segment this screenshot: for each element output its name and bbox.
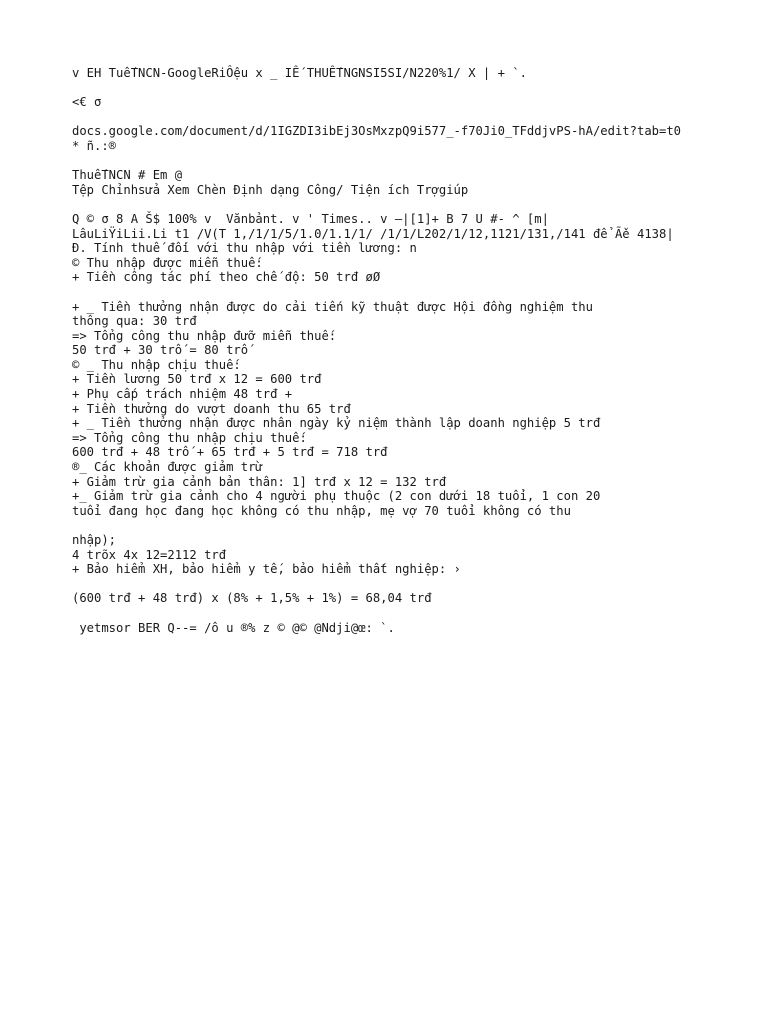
- spacer: [72, 197, 732, 212]
- doc-line: + _ Tiền thưởng nhận được nhân ngày kỷ niệm thành lập doanh nghiệp 5 trđ: [72, 416, 601, 431]
- spacer: [72, 606, 732, 621]
- doc-line: + Bảo hiểm XH, bảo hiểm y tế, bảo hiểm thất nghiệp: ›: [72, 562, 461, 577]
- doc-line: + Giảm trừ gia cảnh bản thân: 1] trđ x 12 = 132 trđ: [72, 474, 447, 489]
- doc-line: © _ Thu nhập chịu thuế:: [72, 357, 241, 372]
- doc-line: + Tiền thưởng do vượt doanh thu 65 trđ: [72, 401, 351, 416]
- doc-line: ®_ Các khoản được giảm trừ: [72, 460, 263, 475]
- docs-toolbar[interactable]: Q © σ 8 A Š$ 100% v Vănbảnt. v ' Times.. v —|[1]+ B 7 U #- ^ [m|: [72, 211, 549, 226]
- doc-line: 4 trõx 4x 12=2112 trđ: [72, 547, 227, 562]
- spacer: [72, 81, 732, 96]
- taskbar[interactable]: yetmsor BER Q--= /ô u ®% z © @© @Ndji@œ: `.: [72, 620, 395, 635]
- browser-tab-bar[interactable]: v EH TuếTNCN-GoogleRiÔệu x _ IẾ THUẾTNGNSI5SI/N220%1/ X | + `.: [72, 66, 527, 80]
- document-title[interactable]: ThuếTNCN # Em @: [72, 168, 183, 183]
- doc-line: => Tổng công thu nhập chịu thuế:: [72, 430, 307, 445]
- address-bar-url[interactable]: docs.google.com/document/d/1IGZDI3ibEj3OsMxzpQ9i577_-f70Ji0_TFddjvPS-hA/edit?tab=t0: [72, 124, 682, 139]
- page-text: [72, 66, 732, 635]
- docs-ruler: LâuLiŸiLii.Li t1 /V(T 1,/1/1/5/1.0/1.1/1/ /1/1/L202/1/12,1121/131,/141 để Ãě 4138|: [72, 226, 674, 241]
- doc-line: tuổi đang học đang học không có thu nhập, mẹ vợ 70 tuổi không có thu: [72, 503, 571, 518]
- doc-line: +_ Giảm trừ gia cảnh cho 4 người phụ thuộc (2 con dưới 18 tuổi, 1 con 20: [72, 489, 601, 504]
- spacer: [72, 285, 732, 300]
- spacer: [72, 518, 732, 533]
- doc-line: + _ Tiền thưởng nhận được do cải tiến kỹ thuật được Hội đồng nghiệm thu: [72, 299, 593, 314]
- doc-line: © Thu nhập được miễn thuế:: [72, 255, 263, 270]
- doc-line: nhập);: [72, 533, 117, 547]
- doc-line: + Tiền lương 50 trđ x 12 = 600 trđ: [72, 372, 322, 387]
- document-body[interactable]: [72, 241, 732, 620]
- doc-line: thông qua: 30 trđ: [72, 314, 197, 329]
- doc-line: => Tổng công thu nhập đưỡ miễn thuế:: [72, 328, 337, 343]
- doc-line: 600 trđ + 48 trố + 65 trđ + 5 trđ = 718 trđ: [72, 445, 388, 460]
- browser-nav-buttons[interactable]: <€ σ: [72, 95, 102, 110]
- doc-line: + Tiền công tác phí theo chế độ: 50 trđ øØ: [72, 270, 381, 285]
- docs-menu-bar[interactable]: Tệp Chỉnhsửa Xem Chèn Định dạng Công/ Tiện ích Trợgiúp: [72, 182, 469, 197]
- doc-line: Đ. Tính thuế đối với thu nhập với tiền lương: n: [72, 241, 417, 256]
- spacer: [72, 577, 732, 592]
- address-bar-icons[interactable]: * ñ.:®: [72, 138, 117, 153]
- spacer: [72, 154, 732, 169]
- spacer: [72, 110, 732, 125]
- doc-line: + Phụ cấp trách nhiệm 48 trđ +: [72, 387, 293, 402]
- doc-line: 50 trđ + 30 trố = 80 trố: [72, 343, 249, 358]
- formula-line: (600 trđ + 48 trđ) x (8% + 1,5% + 1%) = 68,04 trđ: [72, 591, 432, 606]
